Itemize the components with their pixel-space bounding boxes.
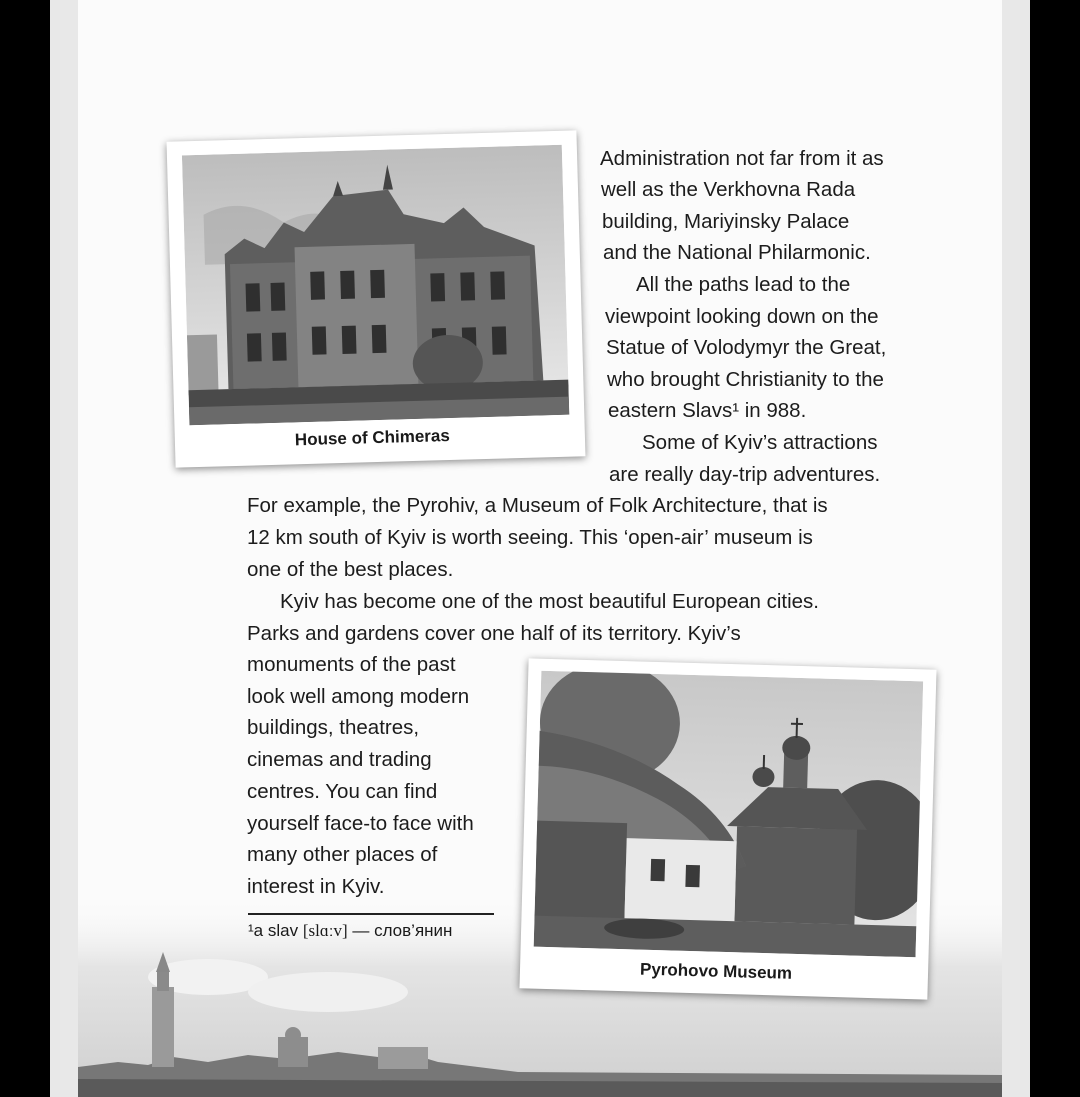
pyrohovo-museum-image <box>534 671 924 958</box>
full-line-2: 12 km south of Kyiv is worth seeing. This ‘open-air’ museum is <box>247 526 813 549</box>
right-col-line-5: All the paths lead to the <box>636 273 851 296</box>
right-col-line-3: building, Mariyinsky Palace <box>602 210 850 233</box>
photo-frame-house-of-chimeras <box>167 130 586 467</box>
full-line-1: For example, the Pyrohiv, a Museum of Folk Architecture, that is <box>247 494 828 517</box>
left-col-line-7: many other places of <box>247 843 438 866</box>
photo-frame-pyrohovo-museum <box>519 658 936 999</box>
right-col-line-11: are really day-trip adventures. <box>609 463 881 486</box>
right-col-line-9: eastern Slavs¹ in 988. <box>608 399 807 422</box>
page-edge-right <box>1002 0 1030 1097</box>
right-col-line-2: well as the Verkhovna Rada <box>601 178 856 201</box>
right-col-line-1: Administration not far from it as <box>600 147 884 170</box>
right-col-line-7: Statue of Volodymyr the Great, <box>606 336 887 359</box>
full-line-5: Parks and gardens cover one half of its territory. Kyiv’s <box>247 622 741 645</box>
left-col-line-3: buildings, theatres, <box>247 716 420 739</box>
footnote <box>248 921 452 941</box>
page-edge-left <box>50 0 78 1097</box>
left-col-line-5: centres. You can find <box>247 780 438 803</box>
left-col-line-6: yourself face-to face with <box>247 812 474 835</box>
photo2-caption: Pyrohovo Museum <box>639 959 793 983</box>
full-line-3: one of the best places. <box>247 558 454 581</box>
left-col-line-2: look well among modern <box>247 685 470 708</box>
left-col-line-4: cinemas and trading <box>247 748 432 771</box>
footnote-rule <box>248 913 494 915</box>
right-col-line-10: Some of Kyiv’s attractions <box>642 431 878 454</box>
full-line-4: Kyiv has become one of the most beautiful European cities. <box>280 590 820 613</box>
photo1-caption: House of Chimeras <box>294 425 451 450</box>
footnote-ipa: [slɑːv] <box>302 921 348 940</box>
footnote-marker: ¹ <box>248 921 254 940</box>
left-col-line-1: monuments of the past <box>247 653 456 676</box>
right-col-line-4: and the National Philarmonic. <box>603 241 871 264</box>
right-col-line-6: viewpoint looking down on the <box>605 305 879 328</box>
textbook-page <box>78 0 1002 1097</box>
house-of-chimeras-image <box>182 145 569 426</box>
footnote-word: a slav <box>253 921 299 940</box>
left-col-line-8: interest in Kyiv. <box>247 875 385 898</box>
right-col-line-8: who brought Christianity to the <box>607 368 884 391</box>
footnote-translation: — слов’янин <box>352 921 453 940</box>
